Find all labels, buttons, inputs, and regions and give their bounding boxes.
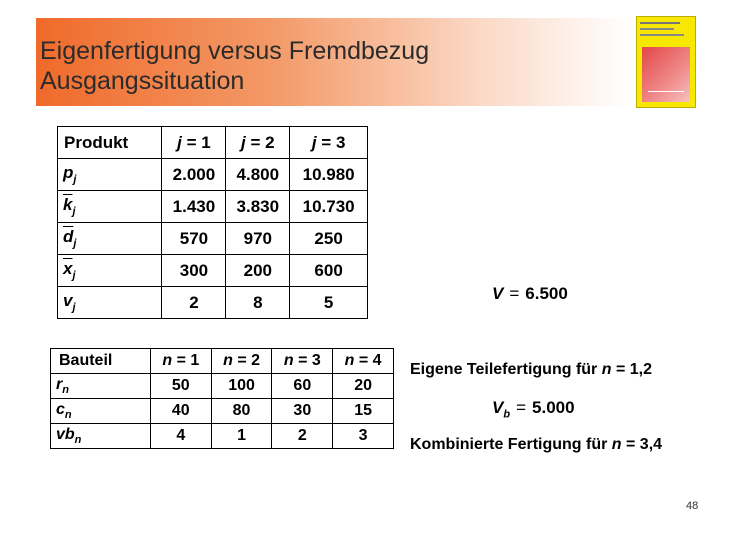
column-header: n = 3 xyxy=(272,349,333,374)
table-cell: 30 xyxy=(272,399,333,424)
row-symbol: $r_n$ xyxy=(51,374,151,399)
table-cell: 970 xyxy=(226,223,290,255)
table-cell: 4.800 xyxy=(226,159,290,191)
table-cell: 3 xyxy=(333,424,394,449)
table-cell: 60 xyxy=(272,374,333,399)
table-row xyxy=(58,159,368,191)
note-combined-production: Kombinierte Fertigung für n = 3,4 xyxy=(410,436,663,453)
table-cell: 4 xyxy=(150,424,211,449)
row-symbol: $\overline{k}_j$ xyxy=(58,191,162,223)
table-header-row xyxy=(51,349,394,374)
book-cover-image xyxy=(636,16,696,108)
note-own-production: Eigene Teilefertigung für n = 1,2 xyxy=(410,361,652,378)
table-row xyxy=(58,191,368,223)
table-row xyxy=(58,223,368,255)
table-cell: 15 xyxy=(333,399,394,424)
slide-title xyxy=(40,36,429,96)
table-cell: 200 xyxy=(226,255,290,287)
row-symbol: $v_j$ xyxy=(58,287,162,319)
table-cell: 570 xyxy=(162,223,226,255)
row-symbol: $p_j$ xyxy=(58,159,162,191)
formula-equals: = xyxy=(516,398,527,417)
table-cell: 40 xyxy=(150,399,211,424)
column-header: n = 2 xyxy=(211,349,272,374)
table-cell: 2.000 xyxy=(162,159,226,191)
table-cell: 2 xyxy=(162,287,226,319)
formula-symbol: V xyxy=(492,284,504,303)
table-cell: 300 xyxy=(162,255,226,287)
table-cell: 1.430 xyxy=(162,191,226,223)
table-row xyxy=(58,255,368,287)
formula-symbol: $V_b$ xyxy=(492,398,511,421)
page-number: 48 xyxy=(686,500,699,512)
row-symbol: $c_n$ xyxy=(51,399,151,424)
column-header: n = 4 xyxy=(333,349,394,374)
formula-value: 5.000 xyxy=(532,398,575,417)
column-header: j = 1 xyxy=(162,127,226,159)
table-corner-label: Produkt xyxy=(58,127,162,159)
row-symbol: $\overline{d}_j$ xyxy=(58,223,162,255)
table-cell: 600 xyxy=(290,255,368,287)
table-cell: 8 xyxy=(226,287,290,319)
table-cell: 10.730 xyxy=(290,191,368,223)
table-cell: 100 xyxy=(211,374,272,399)
column-header: j = 3 xyxy=(290,127,368,159)
v-formula xyxy=(492,284,568,304)
column-header: n = 1 xyxy=(150,349,211,374)
row-symbol: $\overline{x}_j$ xyxy=(58,255,162,287)
table-row xyxy=(51,399,394,424)
table-cell: 20 xyxy=(333,374,394,399)
table-cell: 50 xyxy=(150,374,211,399)
title-line-2: Ausgangssituation xyxy=(40,67,245,95)
product-table xyxy=(57,126,368,319)
table-cell: 2 xyxy=(272,424,333,449)
row-symbol: $vb_n$ xyxy=(51,424,151,449)
formula-value: 6.500 xyxy=(525,284,568,303)
table-cell: 1 xyxy=(211,424,272,449)
vb-formula xyxy=(492,398,575,420)
table-row xyxy=(51,374,394,399)
table-row xyxy=(58,287,368,319)
table-cell: 3.830 xyxy=(226,191,290,223)
formula-equals: = xyxy=(509,284,520,303)
table-cell: 80 xyxy=(211,399,272,424)
table-cell: 10.980 xyxy=(290,159,368,191)
table-cell: 250 xyxy=(290,223,368,255)
column-header: j = 2 xyxy=(226,127,290,159)
title-line-1: Eigenfertigung versus Fremdbezug xyxy=(40,37,430,65)
table-row xyxy=(51,424,394,449)
table-corner-label: Bauteil xyxy=(51,349,151,374)
table-header-row xyxy=(58,127,368,159)
table-cell: 5 xyxy=(290,287,368,319)
component-table xyxy=(50,348,394,449)
